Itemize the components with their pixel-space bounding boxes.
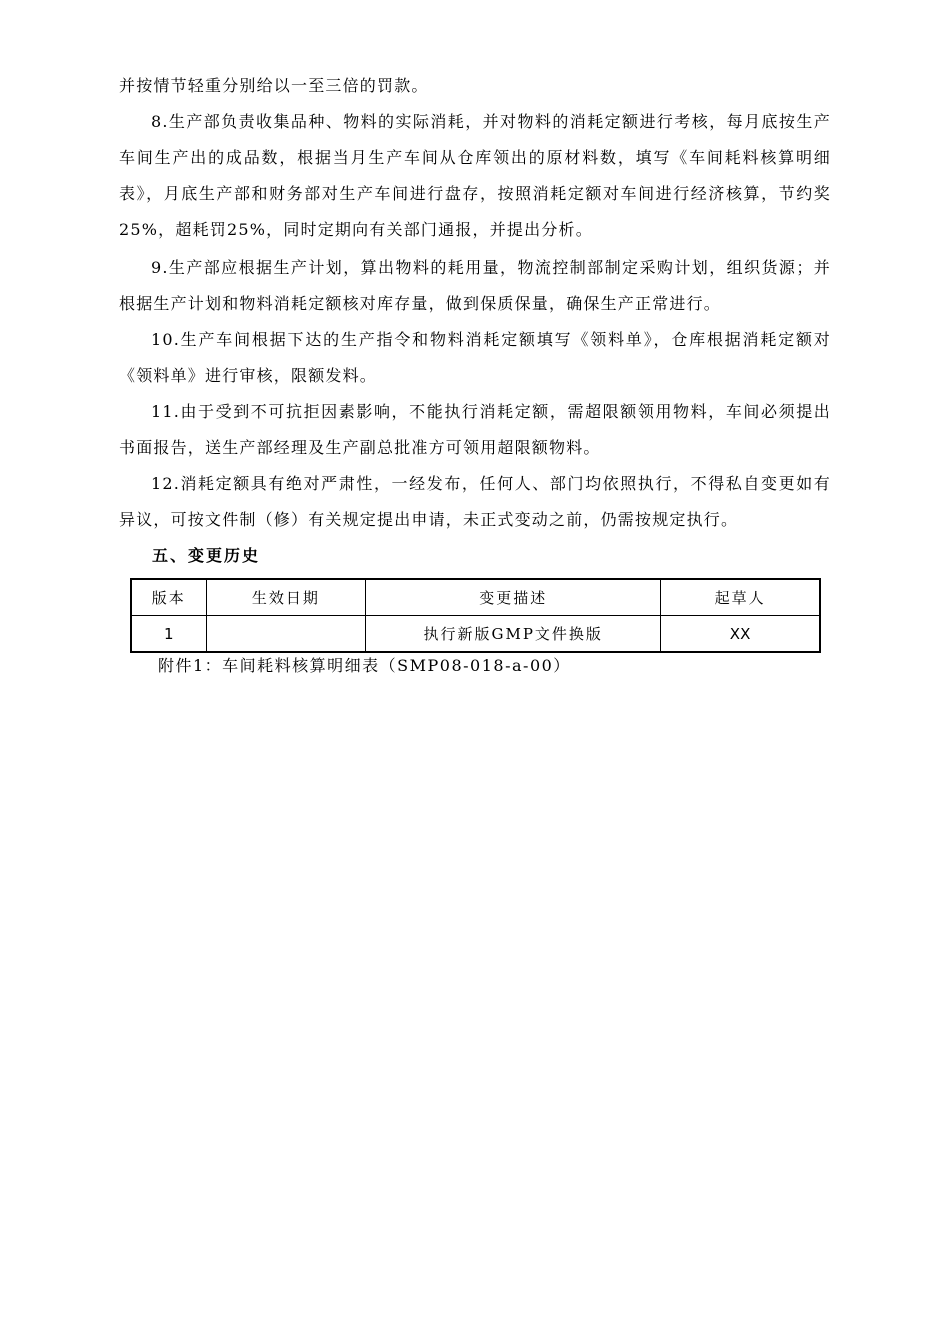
- cell-version: 1: [131, 616, 206, 653]
- paragraph-item-12: 12.消耗定额具有绝对严肃性，一经发布，任何人、部门均依照执行，不得私自变更如有异议，可按文件制（修）有关规定提出申请，未正式变动之前，仍需按规定执行。: [119, 474, 831, 529]
- paragraph-item-8: 8.生产部负责收集品种、物料的实际消耗，并对物料的消耗定额进行考核，每月底按生产车间生产出的成品数，根据当月生产车间从仓库领出的原材料数，填写《车间耗料核算明细表》，月底生产部和财务部对生产车间进行盘存，按照消耗定额对车间进行经济核算，节约奖25%，超耗罚25%，同时定期向有关部门通报，并提出分析。: [119, 112, 831, 239]
- cell-effective-date: [206, 616, 366, 653]
- attachment-note: 附件1：车间耗料核算明细表（SMP08-018-a-00）: [158, 656, 571, 675]
- change-history-table: [130, 578, 821, 653]
- header-change-description: 变更描述: [366, 579, 661, 616]
- header-version: 版本: [131, 579, 206, 616]
- paragraph-item-9: 9.生产部应根据生产计划，算出物料的耗用量，物流控制部制定采购计划，组织货源；并根据生产计划和物料消耗定额核对库存量，做到保质保量，确保生产正常进行。: [119, 258, 831, 313]
- table-header-row: [131, 579, 820, 616]
- cell-drafter: XX: [661, 616, 820, 653]
- section-heading-change-history: 五、变更历史: [152, 546, 261, 565]
- cell-change-description: 执行新版GMP文件换版: [366, 616, 661, 653]
- header-effective-date: 生效日期: [206, 579, 366, 616]
- paragraph-item-11: 11.由于受到不可抗拒因素影响，不能执行消耗定额，需超限额领用物料，车间必须提出书面报告，送生产部经理及生产副总批准方可领用超限额物料。: [119, 402, 831, 457]
- header-drafter: 起草人: [661, 579, 820, 616]
- paragraph-continuation: 并按情节轻重分别给以一至三倍的罚款。: [119, 76, 429, 95]
- table-row: [131, 616, 820, 653]
- paragraph-item-10: 10.生产车间根据下达的生产指令和物料消耗定额填写《领料单》，仓库根据消耗定额对《领料单》进行审核，限额发料。: [119, 330, 831, 385]
